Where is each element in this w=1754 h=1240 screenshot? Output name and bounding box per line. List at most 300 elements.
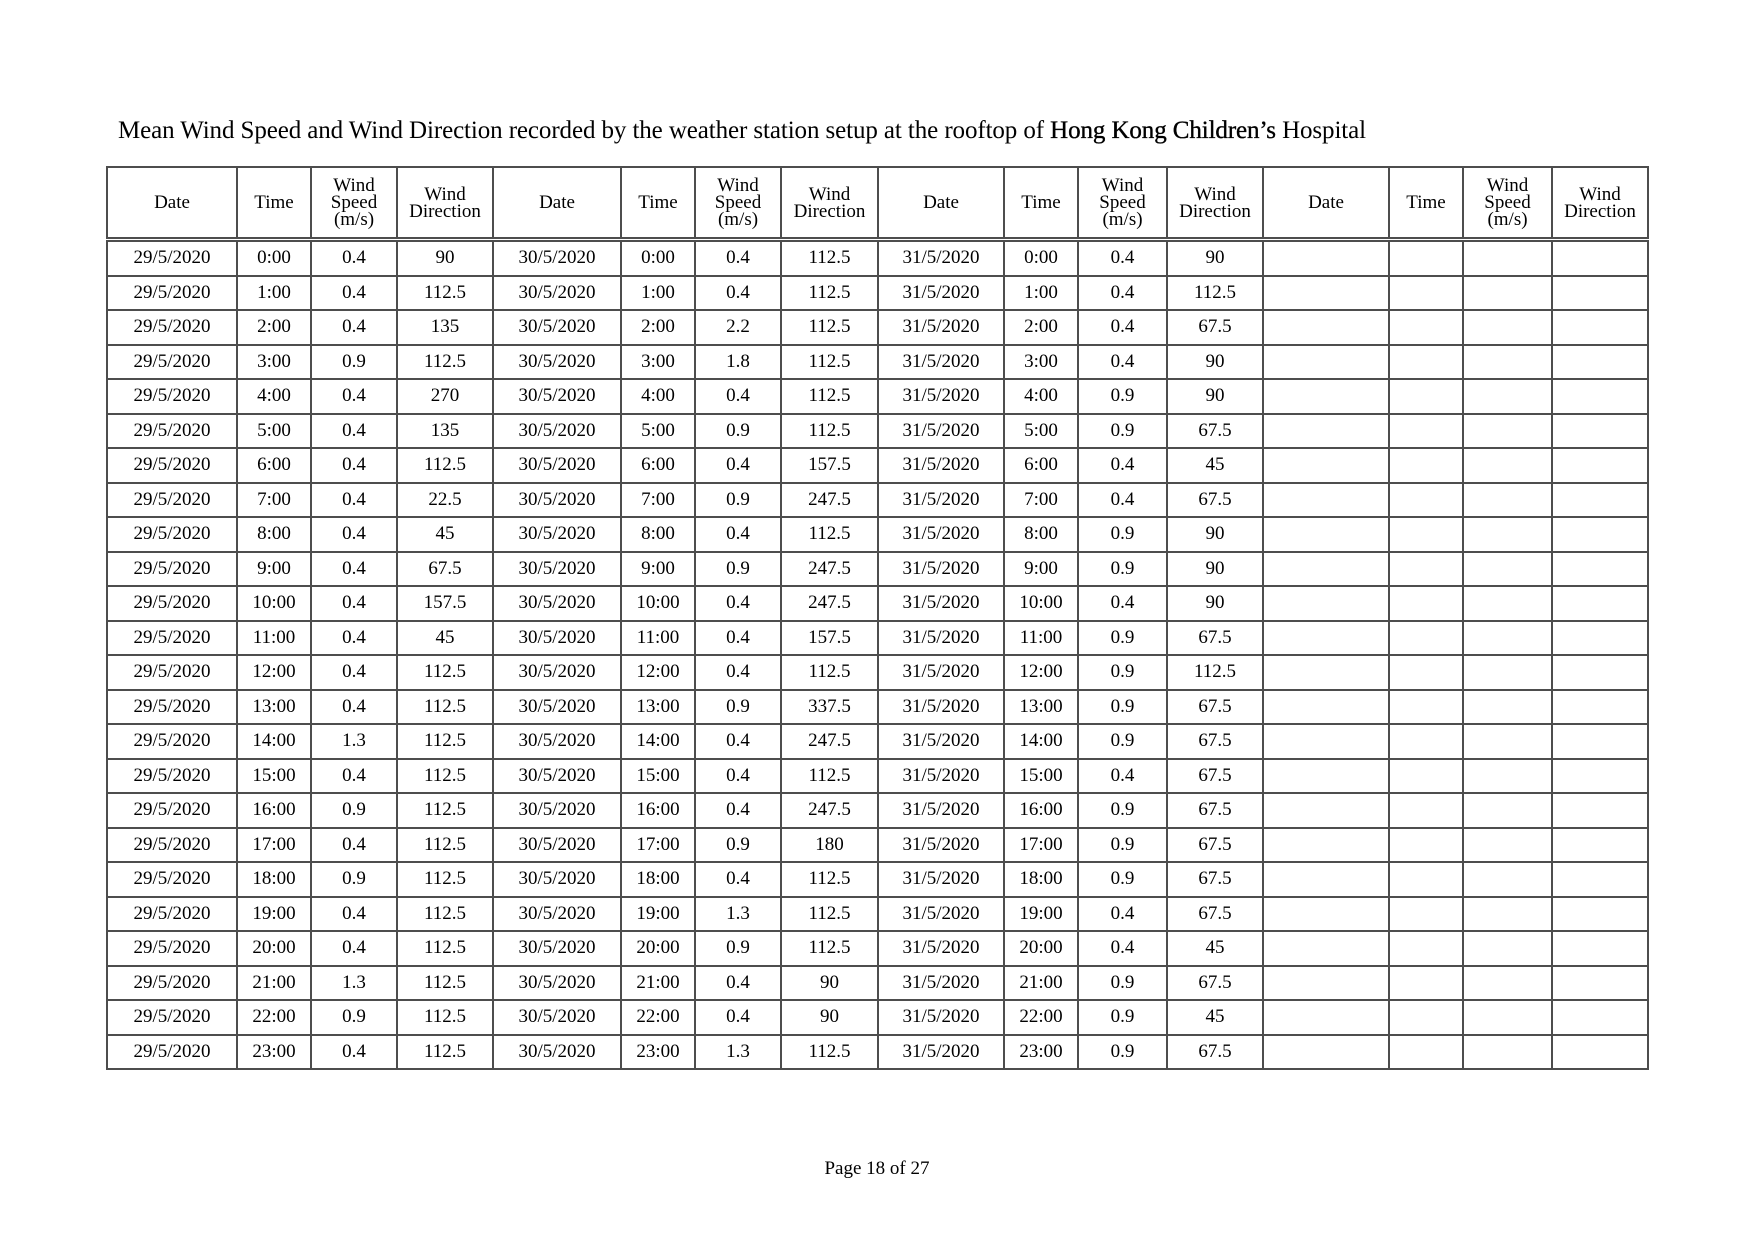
cell-wind-speed: 0.9 [1078, 655, 1167, 690]
cell-time: 11:00 [237, 621, 311, 656]
column-header-text: Wind [1486, 175, 1529, 196]
cell-date: 30/5/2020 [493, 517, 621, 552]
cell-time [1389, 379, 1463, 414]
cell-time: 6:00 [1004, 448, 1078, 483]
cell-date [1263, 655, 1389, 690]
cell-time [1389, 414, 1463, 449]
cell-date [1263, 379, 1389, 414]
cell-wind-direction: 247.5 [781, 724, 878, 759]
cell-date: 31/5/2020 [878, 931, 1004, 966]
column-header-wind-direction [397, 167, 493, 240]
cell-date: 30/5/2020 [493, 240, 621, 276]
cell-wind-speed: 0.4 [695, 724, 781, 759]
cell-wind-speed: 0.4 [695, 1000, 781, 1035]
cell-date: 29/5/2020 [107, 276, 237, 311]
cell-wind-speed: 2.2 [695, 310, 781, 345]
cell-wind-speed: 0.4 [695, 586, 781, 621]
cell-wind-speed: 0.4 [311, 759, 397, 794]
cell-time: 8:00 [1004, 517, 1078, 552]
cell-wind-speed: 1.3 [311, 966, 397, 1001]
table-row [107, 862, 1648, 897]
cell-wind-direction [1552, 793, 1648, 828]
column-header-wind-speed [1078, 167, 1167, 240]
table-row [107, 897, 1648, 932]
cell-time [1389, 621, 1463, 656]
cell-date [1263, 828, 1389, 863]
cell-date: 30/5/2020 [493, 448, 621, 483]
cell-time: 7:00 [621, 483, 695, 518]
table-header [107, 167, 1648, 240]
cell-wind-direction [1552, 240, 1648, 276]
cell-date: 29/5/2020 [107, 586, 237, 621]
cell-wind-speed: 0.9 [1078, 724, 1167, 759]
cell-wind-direction [1552, 828, 1648, 863]
cell-wind-speed [1463, 828, 1552, 863]
cell-time [1389, 1000, 1463, 1035]
cell-wind-speed: 0.4 [695, 862, 781, 897]
cell-wind-speed: 0.9 [695, 552, 781, 587]
cell-date: 31/5/2020 [878, 793, 1004, 828]
cell-date [1263, 931, 1389, 966]
cell-wind-direction: 180 [781, 828, 878, 863]
cell-wind-speed: 0.4 [1078, 345, 1167, 380]
header-row [107, 167, 1648, 240]
cell-time: 0:00 [1004, 240, 1078, 276]
cell-wind-speed: 0.4 [311, 897, 397, 932]
column-header-text: Speed [714, 192, 762, 213]
cell-time: 23:00 [237, 1035, 311, 1070]
cell-wind-speed: 0.4 [1078, 276, 1167, 311]
cell-wind-direction: 247.5 [781, 552, 878, 587]
cell-time: 19:00 [621, 897, 695, 932]
cell-date: 31/5/2020 [878, 310, 1004, 345]
cell-time: 16:00 [1004, 793, 1078, 828]
cell-time: 9:00 [1004, 552, 1078, 587]
cell-wind-direction [1552, 414, 1648, 449]
cell-wind-speed: 0.4 [695, 379, 781, 414]
cell-wind-direction: 112.5 [397, 1000, 493, 1035]
cell-date: 30/5/2020 [493, 897, 621, 932]
table-row [107, 379, 1648, 414]
cell-wind-speed: 0.4 [1078, 931, 1167, 966]
cell-date: 31/5/2020 [878, 240, 1004, 276]
cell-time: 14:00 [621, 724, 695, 759]
cell-date: 31/5/2020 [878, 448, 1004, 483]
cell-wind-speed: 0.4 [311, 828, 397, 863]
cell-time: 20:00 [237, 931, 311, 966]
cell-wind-direction: 112.5 [397, 931, 493, 966]
cell-time: 12:00 [1004, 655, 1078, 690]
cell-wind-speed [1463, 414, 1552, 449]
column-header-text: Time [1406, 192, 1446, 213]
cell-wind-direction: 112.5 [781, 759, 878, 794]
cell-wind-speed: 0.9 [695, 414, 781, 449]
cell-time: 6:00 [621, 448, 695, 483]
column-header-text: Speed [330, 192, 378, 213]
cell-wind-speed [1463, 552, 1552, 587]
cell-date [1263, 448, 1389, 483]
cell-wind-direction [1552, 690, 1648, 725]
cell-wind-direction [1552, 724, 1648, 759]
cell-date: 31/5/2020 [878, 690, 1004, 725]
cell-time [1389, 793, 1463, 828]
column-header-wind-speed [1463, 167, 1552, 240]
cell-time: 22:00 [621, 1000, 695, 1035]
column-header-text: Speed [1099, 192, 1146, 213]
cell-wind-speed [1463, 931, 1552, 966]
cell-time [1389, 345, 1463, 380]
cell-date: 31/5/2020 [878, 621, 1004, 656]
table-row [107, 931, 1648, 966]
cell-date [1263, 724, 1389, 759]
cell-date: 29/5/2020 [107, 1035, 237, 1070]
column-header-time [621, 167, 695, 240]
cell-wind-direction [1552, 1000, 1648, 1035]
cell-time: 22:00 [1004, 1000, 1078, 1035]
column-header-text: (m/s) [1487, 209, 1528, 230]
column-header-wind-direction [1167, 167, 1263, 240]
column-header-text: (m/s) [717, 209, 759, 230]
cell-wind-speed [1463, 517, 1552, 552]
cell-time: 5:00 [621, 414, 695, 449]
column-header-text: Wind [1579, 183, 1621, 205]
cell-wind-speed: 0.4 [1078, 897, 1167, 932]
cell-date: 30/5/2020 [493, 345, 621, 380]
cell-date: 29/5/2020 [107, 448, 237, 483]
table-row [107, 828, 1648, 863]
cell-wind-direction: 112.5 [781, 414, 878, 449]
cell-wind-speed: 0.4 [695, 759, 781, 794]
cell-wind-speed: 0.4 [311, 1035, 397, 1070]
cell-wind-direction: 67.5 [1167, 690, 1263, 725]
cell-date: 29/5/2020 [107, 552, 237, 587]
cell-wind-speed: 0.4 [695, 517, 781, 552]
column-header-wind-speed [311, 167, 397, 240]
cell-date: 29/5/2020 [107, 690, 237, 725]
cell-date: 29/5/2020 [107, 1000, 237, 1035]
column-header-text: Wind [808, 183, 851, 205]
cell-wind-direction: 157.5 [781, 448, 878, 483]
cell-wind-speed: 0.4 [695, 655, 781, 690]
column-header-text: Direction [1564, 200, 1636, 222]
cell-time: 4:00 [237, 379, 311, 414]
cell-date: 30/5/2020 [493, 379, 621, 414]
cell-date [1263, 310, 1389, 345]
cell-wind-direction: 90 [1167, 552, 1263, 587]
cell-date: 30/5/2020 [493, 862, 621, 897]
table-row [107, 724, 1648, 759]
column-header-text: Time [254, 192, 294, 213]
cell-date: 30/5/2020 [493, 655, 621, 690]
cell-date: 29/5/2020 [107, 517, 237, 552]
cell-wind-direction: 157.5 [781, 621, 878, 656]
cell-date: 30/5/2020 [493, 793, 621, 828]
cell-time [1389, 931, 1463, 966]
cell-date [1263, 517, 1389, 552]
table-body [107, 240, 1648, 1070]
cell-wind-direction [1552, 621, 1648, 656]
cell-time [1389, 552, 1463, 587]
cell-wind-speed: 0.4 [695, 621, 781, 656]
title-hospital-name: Hong Kong Children’s [1050, 117, 1276, 144]
cell-date: 29/5/2020 [107, 345, 237, 380]
cell-wind-direction: 337.5 [781, 690, 878, 725]
cell-time: 0:00 [621, 240, 695, 276]
cell-wind-speed [1463, 862, 1552, 897]
cell-date [1263, 586, 1389, 621]
cell-date: 31/5/2020 [878, 897, 1004, 932]
cell-date: 30/5/2020 [493, 586, 621, 621]
cell-wind-speed [1463, 897, 1552, 932]
cell-date [1263, 276, 1389, 311]
cell-wind-direction: 157.5 [397, 586, 493, 621]
column-header-text: Date [923, 192, 959, 213]
cell-time: 7:00 [1004, 483, 1078, 518]
cell-wind-direction [1552, 897, 1648, 932]
cell-time: 11:00 [1004, 621, 1078, 656]
cell-date: 29/5/2020 [107, 966, 237, 1001]
cell-time: 17:00 [1004, 828, 1078, 863]
cell-time: 23:00 [621, 1035, 695, 1070]
cell-date: 29/5/2020 [107, 379, 237, 414]
column-header-text: Time [1021, 192, 1061, 213]
cell-wind-direction: 112.5 [781, 345, 878, 380]
cell-wind-speed: 0.4 [311, 276, 397, 311]
title-suffix: Hospital [1275, 117, 1366, 144]
cell-wind-direction [1552, 448, 1648, 483]
cell-time: 4:00 [621, 379, 695, 414]
table-row [107, 793, 1648, 828]
cell-wind-speed: 0.9 [695, 483, 781, 518]
cell-wind-speed: 0.4 [311, 517, 397, 552]
cell-date [1263, 483, 1389, 518]
cell-wind-direction: 45 [397, 517, 493, 552]
cell-time: 13:00 [621, 690, 695, 725]
cell-wind-speed [1463, 690, 1552, 725]
cell-wind-speed: 0.4 [311, 379, 397, 414]
cell-date: 30/5/2020 [493, 828, 621, 863]
cell-wind-direction: 112.5 [397, 724, 493, 759]
table-row [107, 1035, 1648, 1070]
table-row [107, 414, 1648, 449]
table-row [107, 240, 1648, 276]
cell-date: 29/5/2020 [107, 828, 237, 863]
cell-date: 29/5/2020 [107, 621, 237, 656]
cell-date: 29/5/2020 [107, 240, 237, 276]
cell-wind-direction [1552, 931, 1648, 966]
cell-time: 2:00 [1004, 310, 1078, 345]
cell-time [1389, 690, 1463, 725]
table-row [107, 966, 1648, 1001]
cell-date: 31/5/2020 [878, 483, 1004, 518]
cell-wind-direction: 67.5 [1167, 414, 1263, 449]
cell-wind-speed [1463, 586, 1552, 621]
cell-time: 19:00 [1004, 897, 1078, 932]
page-number: Page 18 of 27 [824, 1158, 930, 1179]
cell-wind-direction: 112.5 [781, 897, 878, 932]
table-row [107, 276, 1648, 311]
cell-wind-direction: 90 [1167, 379, 1263, 414]
cell-wind-direction: 112.5 [781, 862, 878, 897]
cell-wind-speed [1463, 1035, 1552, 1070]
table-row [107, 483, 1648, 518]
cell-wind-direction: 90 [1167, 345, 1263, 380]
cell-wind-direction: 67.5 [1167, 724, 1263, 759]
cell-time: 13:00 [1004, 690, 1078, 725]
cell-time: 18:00 [237, 862, 311, 897]
cell-date: 29/5/2020 [107, 655, 237, 690]
cell-wind-speed [1463, 724, 1552, 759]
cell-wind-speed: 0.4 [695, 448, 781, 483]
cell-time: 21:00 [237, 966, 311, 1001]
cell-wind-speed: 0.4 [695, 966, 781, 1001]
column-header-text: Direction [1179, 200, 1251, 222]
cell-wind-speed: 0.9 [1078, 966, 1167, 1001]
column-header-text: Direction [793, 200, 866, 222]
cell-time: 19:00 [237, 897, 311, 932]
cell-wind-speed: 0.9 [1078, 793, 1167, 828]
cell-wind-speed: 0.4 [311, 621, 397, 656]
cell-wind-direction [1552, 379, 1648, 414]
cell-time: 20:00 [1004, 931, 1078, 966]
table-row [107, 1000, 1648, 1035]
cell-time: 21:00 [621, 966, 695, 1001]
table-row [107, 345, 1648, 380]
cell-wind-speed [1463, 448, 1552, 483]
cell-wind-direction: 112.5 [397, 793, 493, 828]
cell-date: 30/5/2020 [493, 690, 621, 725]
cell-wind-speed: 0.9 [311, 862, 397, 897]
column-header-text: Date [154, 192, 190, 213]
cell-wind-speed [1463, 759, 1552, 794]
cell-date: 30/5/2020 [493, 759, 621, 794]
cell-time [1389, 1035, 1463, 1070]
cell-wind-speed: 0.4 [311, 655, 397, 690]
column-header-wind-speed [695, 167, 781, 240]
column-header-date [107, 167, 237, 240]
table-row [107, 621, 1648, 656]
cell-wind-speed: 0.4 [1078, 759, 1167, 794]
cell-wind-speed: 0.9 [1078, 1035, 1167, 1070]
cell-date: 29/5/2020 [107, 310, 237, 345]
cell-wind-speed: 0.4 [311, 552, 397, 587]
cell-time: 13:00 [237, 690, 311, 725]
cell-wind-speed: 0.4 [1078, 310, 1167, 345]
cell-time: 22:00 [237, 1000, 311, 1035]
cell-wind-direction: 247.5 [781, 483, 878, 518]
cell-date: 31/5/2020 [878, 379, 1004, 414]
cell-wind-direction [1552, 966, 1648, 1001]
cell-wind-direction: 90 [1167, 240, 1263, 276]
cell-date: 31/5/2020 [878, 517, 1004, 552]
cell-wind-direction: 135 [397, 414, 493, 449]
cell-time: 10:00 [237, 586, 311, 621]
cell-time: 14:00 [237, 724, 311, 759]
cell-wind-direction: 112.5 [397, 448, 493, 483]
table-row [107, 690, 1648, 725]
cell-wind-direction: 112.5 [781, 1035, 878, 1070]
cell-time [1389, 276, 1463, 311]
cell-date: 29/5/2020 [107, 931, 237, 966]
cell-date: 31/5/2020 [878, 966, 1004, 1001]
column-header-text: Date [539, 192, 575, 213]
column-header-text: (m/s) [1102, 209, 1143, 230]
cell-wind-speed: 0.9 [695, 931, 781, 966]
cell-wind-speed: 0.9 [1078, 862, 1167, 897]
cell-wind-speed: 0.4 [695, 276, 781, 311]
cell-date: 29/5/2020 [107, 897, 237, 932]
column-header-date [493, 167, 621, 240]
cell-wind-direction: 112.5 [781, 655, 878, 690]
cell-time [1389, 828, 1463, 863]
cell-time: 10:00 [1004, 586, 1078, 621]
cell-time: 12:00 [237, 655, 311, 690]
cell-date [1263, 690, 1389, 725]
cell-wind-direction: 135 [397, 310, 493, 345]
cell-wind-speed: 0.9 [1078, 552, 1167, 587]
cell-wind-direction: 247.5 [781, 586, 878, 621]
cell-time: 3:00 [1004, 345, 1078, 380]
table-row [107, 448, 1648, 483]
cell-wind-speed: 0.9 [1078, 517, 1167, 552]
cell-time: 18:00 [621, 862, 695, 897]
table-row [107, 586, 1648, 621]
cell-wind-speed: 1.8 [695, 345, 781, 380]
cell-wind-direction: 112.5 [397, 828, 493, 863]
cell-date [1263, 345, 1389, 380]
cell-date: 31/5/2020 [878, 828, 1004, 863]
cell-wind-speed: 0.9 [311, 793, 397, 828]
cell-time [1389, 483, 1463, 518]
cell-wind-direction: 247.5 [781, 793, 878, 828]
cell-time: 14:00 [1004, 724, 1078, 759]
cell-time: 3:00 [237, 345, 311, 380]
cell-wind-direction: 22.5 [397, 483, 493, 518]
cell-time [1389, 897, 1463, 932]
cell-date: 30/5/2020 [493, 483, 621, 518]
cell-wind-speed: 1.3 [695, 897, 781, 932]
cell-date: 29/5/2020 [107, 724, 237, 759]
cell-wind-speed: 0.4 [1078, 483, 1167, 518]
cell-time: 12:00 [621, 655, 695, 690]
column-header-text: Direction [409, 200, 481, 222]
cell-wind-speed [1463, 655, 1552, 690]
cell-wind-direction [1552, 310, 1648, 345]
cell-time: 11:00 [621, 621, 695, 656]
cell-date: 30/5/2020 [493, 1035, 621, 1070]
cell-wind-direction: 67.5 [1167, 621, 1263, 656]
column-header-text: Speed [1484, 192, 1531, 213]
cell-date: 30/5/2020 [493, 276, 621, 311]
cell-date: 30/5/2020 [493, 310, 621, 345]
cell-wind-direction: 112.5 [397, 759, 493, 794]
cell-wind-speed [1463, 1000, 1552, 1035]
cell-date: 31/5/2020 [878, 552, 1004, 587]
cell-wind-speed: 0.9 [1078, 690, 1167, 725]
column-header-date [878, 167, 1004, 240]
cell-time: 3:00 [621, 345, 695, 380]
cell-wind-direction [1552, 276, 1648, 311]
cell-date: 30/5/2020 [493, 414, 621, 449]
cell-time: 16:00 [237, 793, 311, 828]
cell-wind-direction [1552, 517, 1648, 552]
cell-wind-direction: 112.5 [397, 966, 493, 1001]
cell-wind-speed: 0.4 [311, 690, 397, 725]
cell-time: 9:00 [621, 552, 695, 587]
cell-wind-speed: 0.9 [1078, 1000, 1167, 1035]
cell-date: 31/5/2020 [878, 655, 1004, 690]
cell-wind-direction: 112.5 [781, 276, 878, 311]
